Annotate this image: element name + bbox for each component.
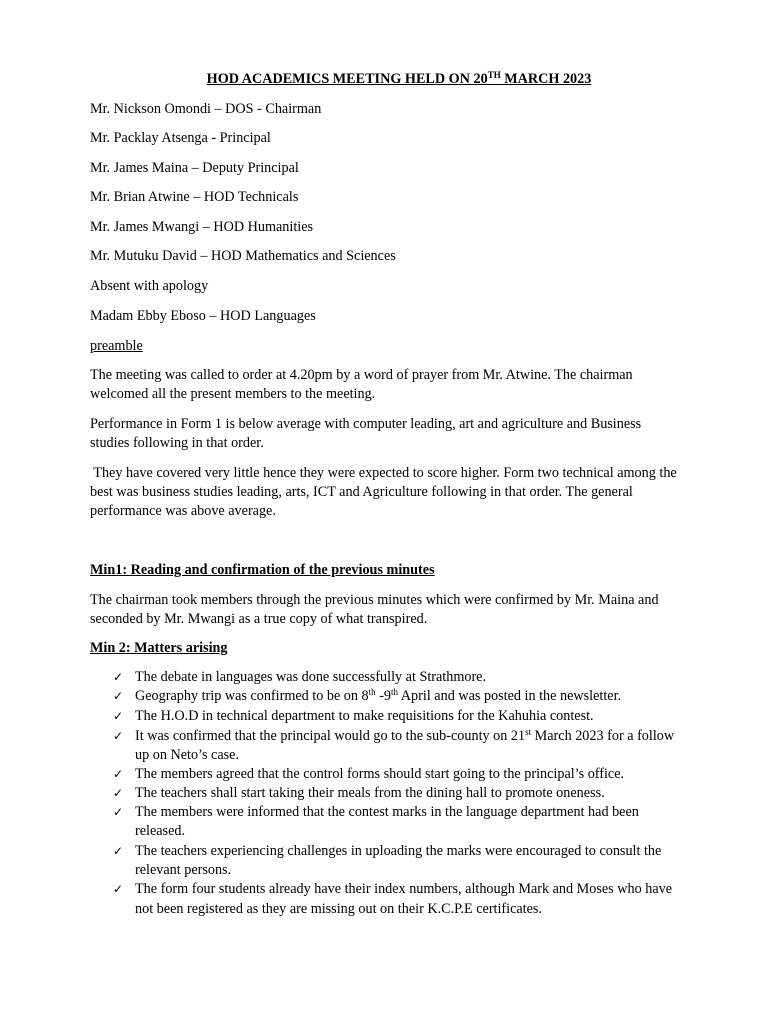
preamble-heading: preamble <box>90 338 143 354</box>
paragraph-line: The meeting was called to order at 4.20pm by a word of prayer from Mr. Atwine. The chairman <box>90 367 633 383</box>
list-item: The teachers shall start taking their meals from the dining hall to promote oneness. <box>135 785 605 801</box>
check-mark-icon: ✓ <box>113 729 124 743</box>
list-item-continuation: up on Neto’s case. <box>135 747 240 763</box>
attendee-line: Mr. James Maina – Deputy Principal <box>90 160 299 176</box>
list-item: The debate in languages was done successfully at Strathmore. <box>135 669 487 685</box>
list-item-continuation: relevant persons. <box>135 862 232 878</box>
attendee-line: Mr. Nickson Omondi – DOS - Chairman <box>90 101 322 117</box>
list-item: The members were informed that the contest marks in the language department had been <box>135 804 639 820</box>
check-mark-icon: ✓ <box>113 689 124 703</box>
absent-member-line: Madam Ebby Eboso – HOD Languages <box>90 308 316 324</box>
list-item: It was confirmed that the principal would go to the sub-county on 21st March 2023 for a follow <box>135 727 675 744</box>
check-mark-icon: ✓ <box>113 882 124 896</box>
check-mark-icon: ✓ <box>113 767 124 781</box>
list-item: Geography trip was confirmed to be on 8th -9th April and was posted in the newsletter. <box>135 687 622 704</box>
paragraph-line: Performance in Form 1 is below average with computer leading, art and agriculture and Business <box>90 416 642 432</box>
list-item-continuation: released. <box>135 823 186 839</box>
paragraph-line: welcomed all the present members to the meeting. <box>90 386 376 402</box>
paragraph-line: They have covered very little hence they were expected to score higher. Form two technical among the <box>90 465 677 481</box>
list-item: The members agreed that the control forms should start going to the principal’s office. <box>135 766 625 782</box>
attendee-line: Mr. James Mwangi – HOD Humanities <box>90 219 314 235</box>
check-mark-icon: ✓ <box>113 786 124 800</box>
paragraph-line: studies following in that order. <box>90 435 264 451</box>
attendee-line: Mr. Mutuku David – HOD Mathematics and Sciences <box>90 248 396 264</box>
list-item: The form four students already have their index numbers, although Mark and Moses who have <box>135 881 673 897</box>
check-mark-icon: ✓ <box>113 709 124 723</box>
min2-heading: Min 2: Matters arising <box>90 640 228 656</box>
attendee-line: Mr. Brian Atwine – HOD Technicals <box>90 189 299 205</box>
check-mark-icon: ✓ <box>113 844 124 858</box>
paragraph-line: The chairman took members through the previous minutes which were confirmed by Mr. Maina and <box>90 592 659 608</box>
paragraph-line: best was business studies leading, arts, ICT and Agriculture following in that order. The general <box>90 484 633 500</box>
list-item-continuation: not been registered as they are missing out on their K.C.P.E certificates. <box>135 901 542 917</box>
paragraph-line: seconded by Mr. Mwangi as a true copy of what transpired. <box>90 611 428 627</box>
list-item: The teachers experiencing challenges in uploading the marks were encouraged to consult the <box>135 843 662 859</box>
paragraph-line: performance was above average. <box>90 503 276 519</box>
attendee-line: Mr. Packlay Atsenga - Principal <box>90 130 271 146</box>
document-title: HOD ACADEMICS MEETING HELD ON 20TH MARCH 2023 <box>206 70 592 87</box>
list-item: The H.O.D in technical department to make requisitions for the Kahuhia contest. <box>135 708 594 724</box>
check-mark-icon: ✓ <box>113 670 124 684</box>
min1-heading: Min1: Reading and confirmation of the previous minutes <box>90 562 435 578</box>
check-mark-icon: ✓ <box>113 805 124 819</box>
absent-label: Absent with apology <box>90 278 209 294</box>
